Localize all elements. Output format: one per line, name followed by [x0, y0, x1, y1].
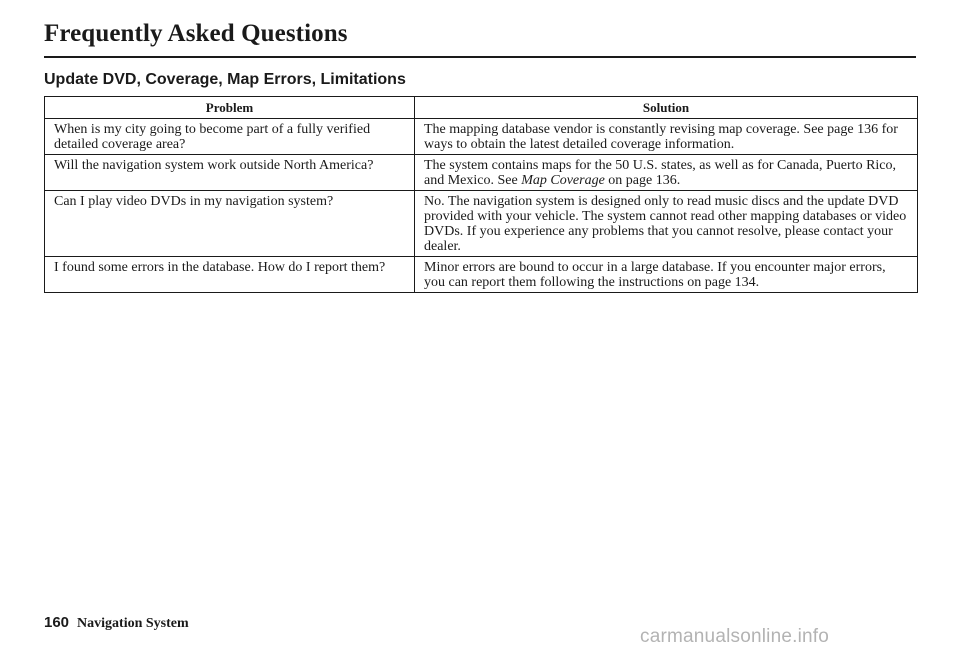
- table-header-row: [45, 97, 918, 119]
- solution-cell: No. The navigation system is designed only to read music discs and the update DVD provided with your vehicle. The system cannot read other mapping databases or video DVDs. If you experience any problems that you cannot resolve, please contact your dealer.: [415, 191, 918, 257]
- problem-cell: Will the navigation system work outside North America?: [45, 155, 415, 191]
- solution-cell: The mapping database vendor is constantly revising map coverage. See page 136 for ways to obtain the latest detailed coverage information.: [415, 119, 918, 155]
- table-row: [45, 119, 918, 155]
- page-title: Frequently Asked Questions: [44, 20, 348, 47]
- column-header-solution: Solution: [415, 97, 918, 119]
- map-coverage-reference: Map Coverage: [521, 173, 605, 188]
- solution-text: [424, 158, 909, 188]
- solution-cell: Minor errors are bound to occur in a large database. If you encounter major errors, you can report them following the instructions on page 134.: [415, 257, 918, 293]
- problem-cell: When is my city going to become part of a fully verified detailed coverage area?: [45, 119, 415, 155]
- column-header-problem: Problem: [45, 97, 415, 119]
- table-row: [45, 257, 918, 293]
- watermark: carmanualsonline.info: [640, 626, 830, 647]
- solution-text-start: The system contains maps for the 50 U.S. states, as well as for Canada, Puerto Rico, and Mexico. See: [424, 158, 897, 188]
- section-heading: Update DVD, Coverage, Map Errors, Limitations: [44, 71, 406, 88]
- solution-text-end: on page 136.: [604, 173, 681, 188]
- page-number: 160: [44, 614, 70, 631]
- table-row: [45, 155, 918, 191]
- solution-cell: [415, 155, 918, 191]
- problem-cell: Can I play video DVDs in my navigation system?: [45, 191, 415, 257]
- faq-table: [44, 96, 918, 293]
- title-divider: [44, 56, 916, 58]
- table-row: [45, 191, 918, 257]
- problem-cell: I found some errors in the database. How do I report them?: [45, 257, 415, 293]
- page-footer: [44, 614, 189, 632]
- footer-label: Navigation System: [77, 616, 189, 631]
